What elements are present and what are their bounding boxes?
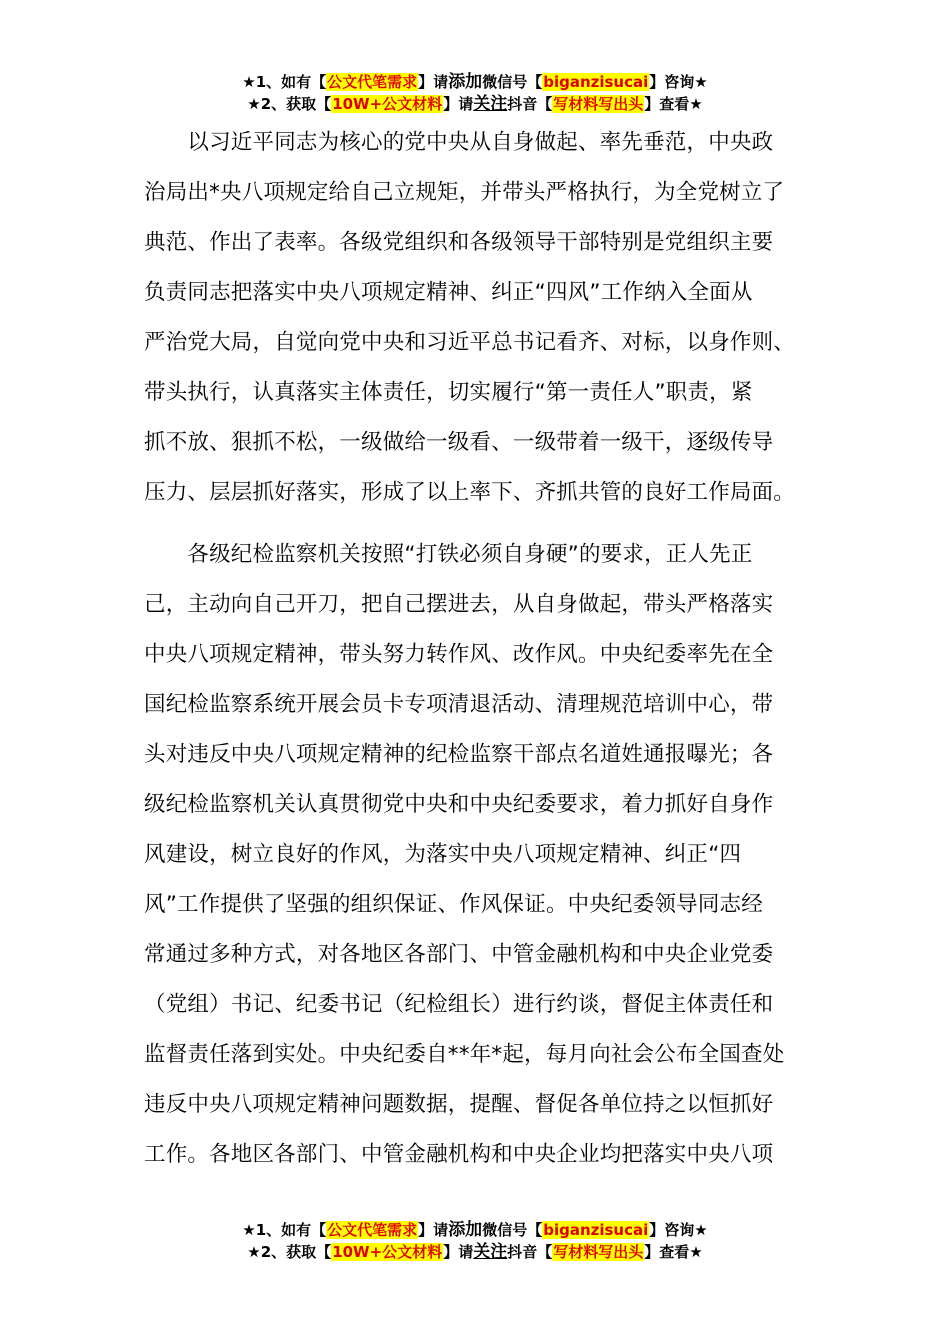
banner-highlight: 公文代笔需求: [327, 73, 418, 91]
douyin-id-highlight: 写材料写出头: [553, 1243, 644, 1261]
wechat-id-highlight: biganzisucai: [543, 73, 649, 91]
banner-text: 微信号【: [482, 1221, 543, 1239]
footer-banner: [0, 1219, 950, 1263]
banner-text: ★2、获取【: [247, 1243, 332, 1261]
douyin-id-highlight: 写材料写出头: [553, 95, 644, 113]
banner-line-2: [0, 93, 950, 115]
text-line: 监督责任落到实处。中央纪委自**年*起，每月向社会公布全国查处: [144, 1042, 785, 1067]
text-line: 治局出*央八项规定给自己立规矩，并带头严格执行，为全党树立了: [144, 180, 785, 205]
banner-highlight: 公文代笔需求: [327, 1221, 418, 1239]
banner-text: 】查看★: [644, 95, 703, 113]
text-line: 压力、层层抓好落实，形成了以上率下、齐抓共管的良好工作局面。: [144, 480, 796, 505]
banner-text: ★1、如有【: [242, 73, 327, 91]
text-line: 风”工作提供了坚强的组织保证、作风保证。中央纪委领导同志经: [144, 892, 763, 917]
banner-text: 】请: [443, 1243, 474, 1261]
banner-text: 】查看★: [644, 1243, 703, 1261]
banner-text: 】请: [418, 73, 449, 91]
document-body: [144, 118, 808, 1180]
text-line: 带头执行，认真落实主体责任，切实履行“第一责任人”职责，紧: [144, 380, 753, 405]
banner-text: 】咨询★: [649, 1221, 708, 1239]
banner-highlight: 10W+公文材料: [332, 95, 443, 113]
text-line: 违反中央八项规定精神问题数据，提醒、督促各单位持之以恒抓好: [144, 1092, 774, 1117]
banner-line-2: [0, 1241, 950, 1263]
banner-emphasis: 关注: [473, 94, 508, 114]
text-line: 风建设，树立良好的作风，为落实中央八项规定精神、纠正“四: [144, 842, 742, 867]
text-line: 国纪检监察系统开展会员卡专项清退活动、清理规范培训中心，带: [144, 692, 774, 717]
text-line: 以习近平同志为核心的党中央从自身做起、率先垂范，中央政: [144, 130, 774, 155]
banner-highlight: 10W+公文材料: [332, 1243, 443, 1261]
text-line: 严治党大局，自觉向党中央和习近平总书记看齐、对标，以身作则、: [144, 330, 796, 355]
paragraph-2: [144, 530, 808, 1180]
paragraph-1: [144, 118, 808, 518]
text-line: 工作。各地区各部门、中管金融机构和中央企业均把落实中央八项: [144, 1142, 774, 1167]
text-line: 抓不放、狠抓不松，一级做给一级看、一级带着一级干，逐级传导: [144, 430, 774, 455]
text-line: 各级纪检监察机关按照“打铁必须自身硬”的要求，正人先正: [144, 542, 753, 567]
text-line: 级纪检监察机关认真贯彻党中央和中央纪委要求，着力抓好自身作: [144, 792, 774, 817]
banner-line-1: [0, 71, 950, 93]
banner-text: 抖音【: [507, 95, 553, 113]
banner-emphasis: 关注: [473, 1242, 508, 1262]
banner-text: 】请: [443, 95, 474, 113]
banner-text: ★2、获取【: [247, 95, 332, 113]
banner-text: ★1、如有【: [242, 1221, 327, 1239]
banner-text: 】请: [418, 1221, 449, 1239]
banner-text: 】咨询★: [649, 73, 708, 91]
text-line: 典范、作出了表率。各级党组织和各级领导干部特别是党组织主要: [144, 230, 774, 255]
text-line: 常通过多种方式，对各地区各部门、中管金融机构和中央企业党委: [144, 942, 774, 967]
text-line: 中央八项规定精神，带头努力转作风、改作风。中央纪委率先在全: [144, 642, 774, 667]
text-line: 头对违反中央八项规定精神的纪检监察干部点名道姓通报曝光；各: [144, 742, 774, 767]
wechat-id-highlight: biganzisucai: [543, 1221, 649, 1239]
text-line: 己，主动向自己开刀，把自己摆进去，从自身做起，带头严格落实: [144, 592, 774, 617]
banner-emphasis: 添加: [448, 1220, 483, 1240]
text-line: 负责同志把落实中央八项规定精神、纠正“四风”工作纳入全面从: [144, 280, 753, 305]
banner-emphasis: 添加: [448, 72, 483, 92]
paragraph-gap: [144, 518, 808, 530]
header-banner: [0, 71, 950, 115]
banner-text: 抖音【: [507, 1243, 553, 1261]
text-line: （党组）书记、纪委书记（纪检组长）进行约谈，督促主体责任和: [144, 992, 774, 1017]
banner-line-1: [0, 1219, 950, 1241]
banner-text: 微信号【: [482, 73, 543, 91]
